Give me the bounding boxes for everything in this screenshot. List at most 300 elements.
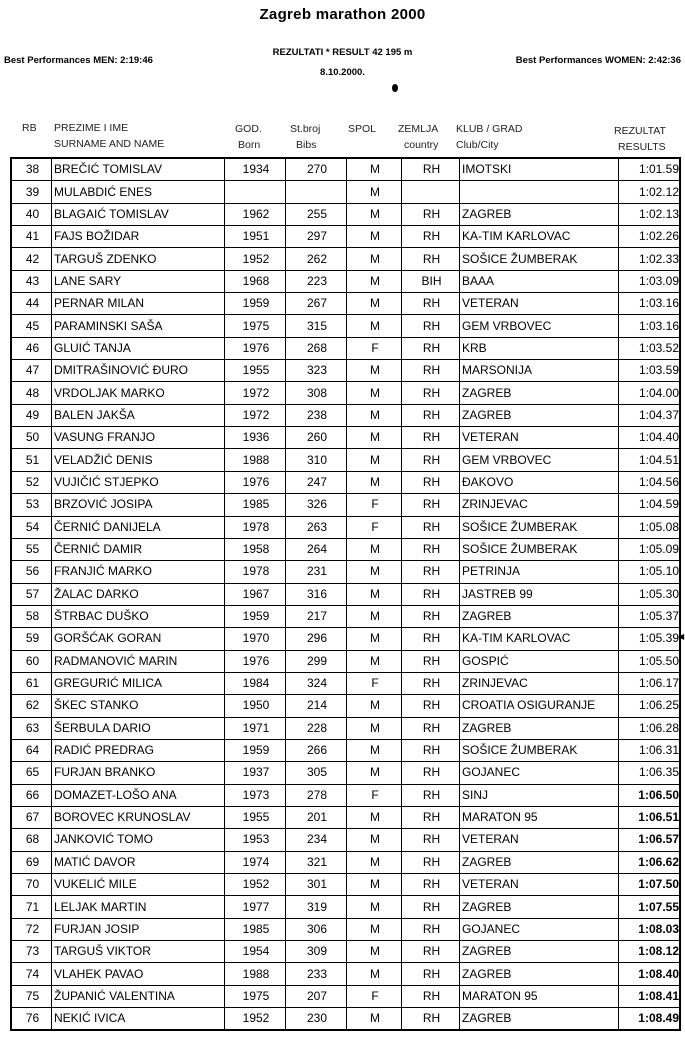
sex-cell: M: [347, 874, 402, 896]
sex-cell: M: [347, 404, 402, 426]
born-cell: 1972: [225, 382, 286, 404]
club-cell: KA-TIM KARLOVAC: [460, 628, 619, 650]
table-row: [11, 762, 680, 784]
born-cell: 1937: [225, 762, 286, 784]
rank-cell: 69: [11, 851, 52, 873]
born-cell: 1985: [225, 494, 286, 516]
born-cell: 1973: [225, 784, 286, 806]
born-cell: 1975: [225, 315, 286, 337]
bib-cell: 268: [286, 337, 347, 359]
bib-cell: 297: [286, 226, 347, 248]
results-table: [10, 157, 681, 1031]
rank-cell: 65: [11, 762, 52, 784]
born-cell: 1934: [225, 158, 286, 181]
country-cell: RH: [402, 226, 460, 248]
rank-cell: 56: [11, 561, 52, 583]
country-cell: RH: [402, 158, 460, 181]
table-row: [11, 963, 680, 985]
header-born-hr: GOD.: [235, 123, 262, 135]
sex-cell: M: [347, 941, 402, 963]
bib-cell: 201: [286, 806, 347, 828]
rank-cell: 41: [11, 226, 52, 248]
born-cell: 1952: [225, 248, 286, 270]
name-cell: PARAMINSKI SAŠA: [52, 315, 225, 337]
rank-cell: 70: [11, 874, 52, 896]
sex-cell: M: [347, 650, 402, 672]
club-cell: GEM VRBOVEC: [460, 315, 619, 337]
result-cell: 1:04.56: [619, 471, 681, 493]
table-row: [11, 226, 680, 248]
sex-cell: M: [347, 293, 402, 315]
born-cell: 1958: [225, 538, 286, 560]
born-cell: 1985: [225, 918, 286, 940]
club-cell: PETRINJA: [460, 561, 619, 583]
country-cell: RH: [402, 561, 460, 583]
best-performance-women: Best Performances WOMEN: 2:42:36: [515, 55, 681, 66]
rank-cell: 75: [11, 985, 52, 1007]
club-cell: ZAGREB: [460, 896, 619, 918]
table-row: [11, 829, 680, 851]
club-cell: GEM VRBOVEC: [460, 449, 619, 471]
club-cell: ZAGREB: [460, 941, 619, 963]
table-row: [11, 628, 680, 650]
born-cell: 1952: [225, 874, 286, 896]
name-cell: VUKELIĆ MILE: [52, 874, 225, 896]
table-row: [11, 717, 680, 739]
sex-cell: F: [347, 784, 402, 806]
result-cell: 1:06.31: [619, 739, 681, 761]
country-cell: RH: [402, 315, 460, 337]
bib-cell: 234: [286, 829, 347, 851]
name-cell: ŠKEC STANKO: [52, 695, 225, 717]
rank-cell: 44: [11, 293, 52, 315]
rank-cell: 38: [11, 158, 52, 181]
bib-cell: 324: [286, 672, 347, 694]
country-cell: RH: [402, 360, 460, 382]
table-row: [11, 896, 680, 918]
table-row: [11, 561, 680, 583]
club-cell: ZAGREB: [460, 851, 619, 873]
best-performance-men: Best Performances MEN: 2:19:46: [4, 55, 153, 66]
bib-cell: 306: [286, 918, 347, 940]
rank-cell: 46: [11, 337, 52, 359]
name-cell: LELJAK MARTIN: [52, 896, 225, 918]
table-row: [11, 985, 680, 1007]
name-cell: FAJS BOŽIDAR: [52, 226, 225, 248]
result-cell: 1:04.40: [619, 427, 681, 449]
club-cell: ZAGREB: [460, 382, 619, 404]
born-cell: 1970: [225, 628, 286, 650]
name-cell: LANE SARY: [52, 270, 225, 292]
club-cell: ZRINJEVAC: [460, 672, 619, 694]
bib-cell: 301: [286, 874, 347, 896]
born-cell: 1984: [225, 672, 286, 694]
bib-cell: 207: [286, 985, 347, 1007]
rank-cell: 52: [11, 471, 52, 493]
bib-cell: 266: [286, 739, 347, 761]
born-cell: 1974: [225, 851, 286, 873]
sex-cell: M: [347, 963, 402, 985]
club-cell: IMOTSKI: [460, 158, 619, 181]
country-cell: RH: [402, 471, 460, 493]
bib-cell: 214: [286, 695, 347, 717]
result-cell: 1:04.51: [619, 449, 681, 471]
born-cell: 1952: [225, 1008, 286, 1031]
name-cell: ŠERBULA DARIO: [52, 717, 225, 739]
name-cell: BRZOVIĆ JOSIPA: [52, 494, 225, 516]
rank-cell: 54: [11, 516, 52, 538]
name-cell: TARGUŠ VIKTOR: [52, 941, 225, 963]
header-club-hr: KLUB / GRAD: [456, 123, 523, 135]
name-cell: VUJIČIĆ STJEPKO: [52, 471, 225, 493]
table-row: [11, 471, 680, 493]
country-cell: RH: [402, 762, 460, 784]
result-cell: 1:08.41: [619, 985, 681, 1007]
country-cell: RH: [402, 717, 460, 739]
name-cell: ŽUPANIĆ VALENTINA: [52, 985, 225, 1007]
born-cell: 1977: [225, 896, 286, 918]
name-cell: NEKIĆ IVICA: [52, 1008, 225, 1031]
country-cell: RH: [402, 404, 460, 426]
bib-cell: 233: [286, 963, 347, 985]
name-cell: BALEN JAKŠA: [52, 404, 225, 426]
name-cell: GREGURIĆ MILICA: [52, 672, 225, 694]
born-cell: 1988: [225, 449, 286, 471]
rank-cell: 57: [11, 583, 52, 605]
born-cell: 1953: [225, 829, 286, 851]
rank-cell: 66: [11, 784, 52, 806]
header-bib-en: Bibs: [296, 139, 317, 151]
bib-cell: 308: [286, 382, 347, 404]
club-cell: MARSONIJA: [460, 360, 619, 382]
sex-cell: M: [347, 427, 402, 449]
country-cell: RH: [402, 605, 460, 627]
born-cell: 1959: [225, 605, 286, 627]
sex-cell: M: [347, 628, 402, 650]
club-cell: SOŠICE ŽUMBERAK: [460, 248, 619, 270]
header-born-en: Born: [238, 139, 261, 151]
bib-cell: [286, 181, 347, 203]
born-cell: 1978: [225, 516, 286, 538]
club-cell: KRB: [460, 337, 619, 359]
table-row: [11, 293, 680, 315]
table-row: [11, 583, 680, 605]
table-row: [11, 806, 680, 828]
club-cell: ĐAKOVO: [460, 471, 619, 493]
country-cell: RH: [402, 829, 460, 851]
result-cell: 1:04.37: [619, 404, 681, 426]
rank-cell: 40: [11, 203, 52, 225]
sex-cell: M: [347, 471, 402, 493]
sex-cell: M: [347, 851, 402, 873]
table-row: [11, 918, 680, 940]
result-cell: 1:06.17: [619, 672, 681, 694]
header-country-en: country: [404, 139, 439, 151]
result-cell: 1:05.10: [619, 561, 681, 583]
table-row: [11, 672, 680, 694]
club-cell: SOŠICE ŽUMBERAK: [460, 739, 619, 761]
sex-cell: M: [347, 561, 402, 583]
result-cell: 1:08.12: [619, 941, 681, 963]
name-cell: RADIĆ PREDRAG: [52, 739, 225, 761]
bib-cell: 262: [286, 248, 347, 270]
born-cell: [225, 181, 286, 203]
name-cell: TARGUŠ ZDENKO: [52, 248, 225, 270]
sex-cell: M: [347, 315, 402, 337]
born-cell: 1954: [225, 941, 286, 963]
country-cell: RH: [402, 851, 460, 873]
born-cell: 1959: [225, 739, 286, 761]
name-cell: VLAHEK PAVAO: [52, 963, 225, 985]
rank-cell: 58: [11, 605, 52, 627]
header-result-hr: REZULTAT: [614, 125, 666, 137]
sex-cell: M: [347, 605, 402, 627]
name-cell: FURJAN BRANKO: [52, 762, 225, 784]
result-cell: 1:06.57: [619, 829, 681, 851]
club-cell: JASTREB 99: [460, 583, 619, 605]
club-cell: MARATON 95: [460, 806, 619, 828]
result-cell: 1:06.35: [619, 762, 681, 784]
table-row: [11, 874, 680, 896]
table-row: [11, 181, 680, 203]
country-cell: RH: [402, 650, 460, 672]
header-sex: SPOL: [348, 123, 377, 135]
name-cell: ČERNIĆ DANIJELA: [52, 516, 225, 538]
table-row: [11, 784, 680, 806]
born-cell: 1978: [225, 561, 286, 583]
name-cell: FRANJIĆ MARKO: [52, 561, 225, 583]
bib-cell: 267: [286, 293, 347, 315]
table-row: [11, 1008, 680, 1031]
rank-cell: 67: [11, 806, 52, 828]
rank-cell: 43: [11, 270, 52, 292]
rank-cell: 49: [11, 404, 52, 426]
result-cell: 1:05.09: [619, 538, 681, 560]
country-cell: RH: [402, 337, 460, 359]
page-title: Zagreb marathon 2000: [259, 6, 426, 23]
bib-cell: 296: [286, 628, 347, 650]
born-cell: 1951: [225, 226, 286, 248]
sex-cell: M: [347, 382, 402, 404]
rank-cell: 61: [11, 672, 52, 694]
born-cell: 1936: [225, 427, 286, 449]
result-cell: 1:04.59: [619, 494, 681, 516]
country-cell: RH: [402, 985, 460, 1007]
sex-cell: M: [347, 717, 402, 739]
club-cell: SOŠICE ŽUMBERAK: [460, 538, 619, 560]
table-row: [11, 158, 680, 181]
bib-cell: 319: [286, 896, 347, 918]
club-cell: [460, 181, 619, 203]
rank-cell: 73: [11, 941, 52, 963]
sex-cell: M: [347, 695, 402, 717]
result-cell: 1:05.37: [619, 605, 681, 627]
country-cell: RH: [402, 494, 460, 516]
name-cell: MATIĆ DAVOR: [52, 851, 225, 873]
table-row: [11, 851, 680, 873]
sex-cell: F: [347, 494, 402, 516]
country-cell: RH: [402, 248, 460, 270]
name-cell: PERNAR MILAN: [52, 293, 225, 315]
bib-cell: 231: [286, 561, 347, 583]
bib-cell: 270: [286, 158, 347, 181]
result-cell: 1:06.50: [619, 784, 681, 806]
country-cell: RH: [402, 695, 460, 717]
name-cell: ČERNIĆ DAMIR: [52, 538, 225, 560]
bib-cell: 278: [286, 784, 347, 806]
name-cell: BOROVEC KRUNOSLAV: [52, 806, 225, 828]
header-bib-hr: St.broj: [290, 123, 321, 135]
header-result-en: RESULTS: [618, 141, 666, 153]
sex-cell: F: [347, 985, 402, 1007]
table-row: [11, 449, 680, 471]
country-cell: [402, 181, 460, 203]
bib-cell: 316: [286, 583, 347, 605]
result-cell: 1:06.28: [619, 717, 681, 739]
result-cell: 1:02.33: [619, 248, 681, 270]
club-cell: VETERAN: [460, 427, 619, 449]
country-cell: BIH: [402, 270, 460, 292]
table-row: [11, 516, 680, 538]
rank-cell: 71: [11, 896, 52, 918]
header-name-hr: PREZIME I IME: [54, 122, 129, 134]
result-cell: 1:01.59: [619, 158, 681, 181]
born-cell: 1971: [225, 717, 286, 739]
result-cell: 1:02.12: [619, 181, 681, 203]
sex-cell: M: [347, 203, 402, 225]
result-cell: 1:04.00: [619, 382, 681, 404]
born-cell: 1975: [225, 985, 286, 1007]
rank-cell: 63: [11, 717, 52, 739]
table-row: [11, 315, 680, 337]
race-date: 8.10.2000.: [320, 67, 365, 78]
bib-cell: 299: [286, 650, 347, 672]
result-cell: 1:06.62: [619, 851, 681, 873]
club-cell: VETERAN: [460, 293, 619, 315]
name-cell: GLUIĆ TANJA: [52, 337, 225, 359]
table-row: [11, 382, 680, 404]
name-cell: MULABDIĆ ENES: [52, 181, 225, 203]
table-row: [11, 248, 680, 270]
sex-cell: M: [347, 226, 402, 248]
result-cell: 1:02.13: [619, 203, 681, 225]
rank-cell: 64: [11, 739, 52, 761]
country-cell: RH: [402, 538, 460, 560]
country-cell: RH: [402, 672, 460, 694]
rank-cell: 59: [11, 628, 52, 650]
rank-cell: 68: [11, 829, 52, 851]
name-cell: DOMAZET-LOŠO ANA: [52, 784, 225, 806]
born-cell: 1976: [225, 650, 286, 672]
header-club-en: Club/City: [456, 139, 499, 151]
bib-cell: 321: [286, 851, 347, 873]
result-cell: 1:03.16: [619, 293, 681, 315]
bib-cell: 315: [286, 315, 347, 337]
country-cell: RH: [402, 963, 460, 985]
table-row: [11, 605, 680, 627]
club-cell: KA-TIM KARLOVAC: [460, 226, 619, 248]
name-cell: BLAGAIĆ TOMISLAV: [52, 203, 225, 225]
country-cell: RH: [402, 739, 460, 761]
bib-cell: 247: [286, 471, 347, 493]
club-cell: ZAGREB: [460, 1008, 619, 1031]
bib-cell: 230: [286, 1008, 347, 1031]
sex-cell: M: [347, 538, 402, 560]
bib-cell: 217: [286, 605, 347, 627]
table-row: [11, 404, 680, 426]
result-cell: 1:05.08: [619, 516, 681, 538]
bullet-mark-icon: [392, 84, 398, 92]
bib-cell: 238: [286, 404, 347, 426]
country-cell: RH: [402, 1008, 460, 1031]
country-cell: RH: [402, 874, 460, 896]
club-cell: BAAA: [460, 270, 619, 292]
country-cell: RH: [402, 427, 460, 449]
bib-cell: 309: [286, 941, 347, 963]
club-cell: ZAGREB: [460, 963, 619, 985]
result-cell: 1:07.55: [619, 896, 681, 918]
club-cell: VETERAN: [460, 874, 619, 896]
name-cell: GORŠĆAK GORAN: [52, 628, 225, 650]
country-cell: RH: [402, 203, 460, 225]
name-cell: VRDOLJAK MARKO: [52, 382, 225, 404]
column-headers: [0, 122, 685, 154]
born-cell: 1959: [225, 293, 286, 315]
result-cell: 1:06.25: [619, 695, 681, 717]
country-cell: RH: [402, 941, 460, 963]
rank-cell: 50: [11, 427, 52, 449]
rank-cell: 72: [11, 918, 52, 940]
result-cell: 1:06.51: [619, 806, 681, 828]
result-cell: 1:05.50: [619, 650, 681, 672]
table-row: [11, 941, 680, 963]
country-cell: RH: [402, 628, 460, 650]
bib-cell: 326: [286, 494, 347, 516]
rank-cell: 42: [11, 248, 52, 270]
country-cell: RH: [402, 449, 460, 471]
bib-cell: 260: [286, 427, 347, 449]
result-cell: 1:03.52: [619, 337, 681, 359]
sex-cell: F: [347, 672, 402, 694]
sex-cell: M: [347, 762, 402, 784]
name-cell: ŽALAC DARKO: [52, 583, 225, 605]
born-cell: 1976: [225, 337, 286, 359]
header-name-en: SURNAME AND NAME: [54, 138, 165, 150]
club-cell: GOJANEC: [460, 918, 619, 940]
table-row: [11, 695, 680, 717]
club-cell: GOJANEC: [460, 762, 619, 784]
born-cell: 1955: [225, 806, 286, 828]
sex-cell: M: [347, 739, 402, 761]
table-row: [11, 337, 680, 359]
rank-cell: 60: [11, 650, 52, 672]
bib-cell: 305: [286, 762, 347, 784]
rank-cell: 51: [11, 449, 52, 471]
table-row: [11, 427, 680, 449]
sex-cell: M: [347, 806, 402, 828]
sex-cell: M: [347, 181, 402, 203]
sex-cell: F: [347, 337, 402, 359]
born-cell: 1988: [225, 963, 286, 985]
born-cell: 1962: [225, 203, 286, 225]
sex-cell: M: [347, 918, 402, 940]
club-cell: ZRINJEVAC: [460, 494, 619, 516]
sex-cell: F: [347, 516, 402, 538]
rank-cell: 74: [11, 963, 52, 985]
country-cell: RH: [402, 784, 460, 806]
sex-cell: M: [347, 829, 402, 851]
club-cell: ZAGREB: [460, 203, 619, 225]
